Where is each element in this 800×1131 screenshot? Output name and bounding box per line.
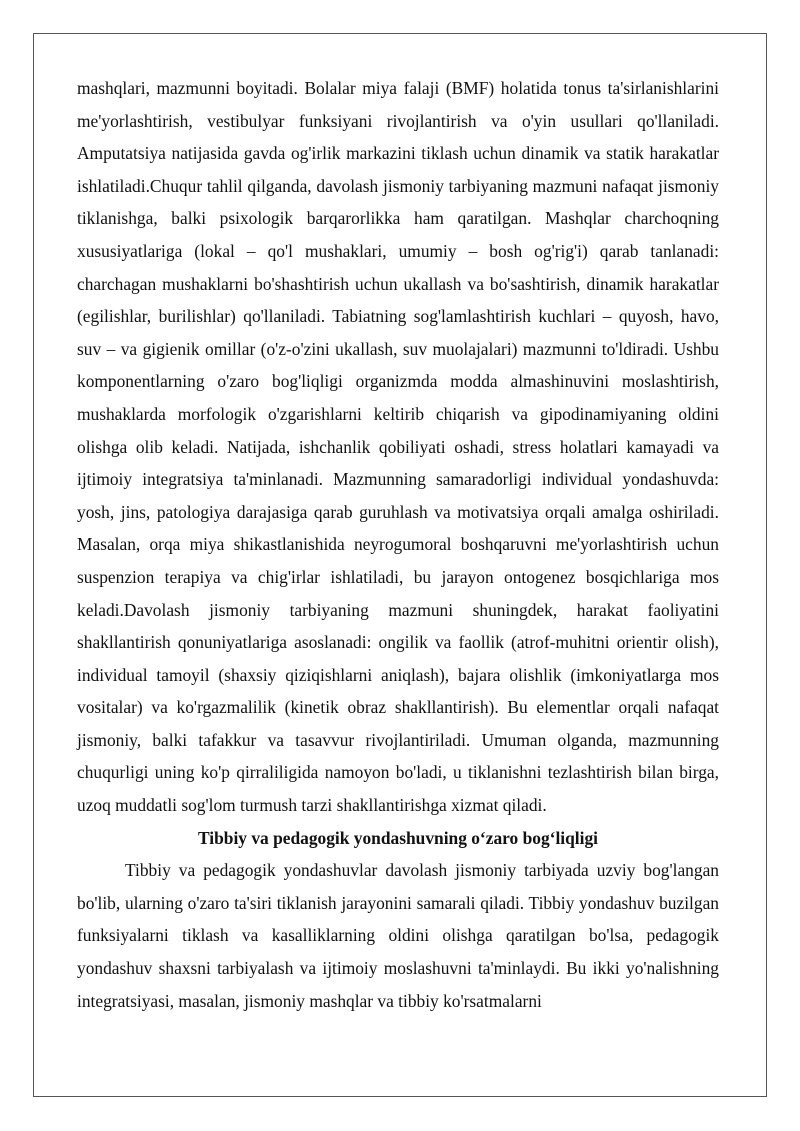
- body-paragraph-continued: mashqlari, mazmunni boyitadi. Bolalar miya falaji (BMF) holatida tonus ta'sirlanishlarini me'yorlashtirish, vestibulyar funksiyani rivojlantirish va o'yin usullari qo'llaniladi. Amputatsiya natijasida gavda og'irlik markazini tiklash uchun dinamik va statik harakatlar ishlatiladi.Chuqur tahlil qilganda, davolash jismoniy tarbiyaning mazmuni nafaqat jismoniy tiklanishga, balki psixologik barqarorlikka ham qaratilgan. Mashqlar charchoqning xususiyatlariga (lokal – qo'l mushaklari, umumiy – bosh og'rig'i) qarab tanlanadi: charchagan mushaklarni bo'shashtirish uchun ukallash va bo'sashtirish, dinamik harakatlar (egilishlar, burilishlar) qo'llaniladi. Tabiatning sog'lamlashtirish kuchlari – quyosh, havo, suv – va gigienik omillar (o'z-o'zini ukallash, suv muolajalari) mazmunni to'ldiradi. Ushbu komponentlarning o'zaro bog'liqligi organizmda modda almashinuvini moslashtirish, mushaklarda morfologik o'zgarishlarni keltirib chiqarish va gipodinamiyaning oldini olishga olib keladi. Natijada, ishchanlik qobiliyati oshadi, stress holatlari kamayadi va ijtimoiy integratsiya ta'minlanadi. Mazmunning samaradorligi individual yondashuvda: yosh, jins, patologiya darajasiga qarab guruhlash va motivatsiya orqali amalga oshiriladi. Masalan, orqa miya shikastlanishida neyrogumoral boshqaruvni me'yorlashtirish uchun suspenzion terapiya va chig'irlar ishlatiladi, bu jarayon ontogenez bosqichlariga mos keladi.Davolash jismoniy tarbiyaning mazmuni shuningdek, harakat faoliyatini shakllantirish qonuniyatlariga asoslanadi: ongilik va faollik (atrof-muhitni orientir olish), individual tamoyil (shaxsiy qiziqishlarni aniqlash), bajara olishlik (imkoniyatlarga mos vositalar) va ko'rgazmalilik (kinetik obraz shakllantirish). Bu elementlar orqali nafaqat jismoniy, balki tafakkur va tasavvur rivojlantiriladi. Umuman olganda, mazmunning chuqurligi uning ko'p qirraliligida namoyon bo'ladi, u tiklanishni tezlashtirish bilan birga, uzoq muddatli sog'lom turmush tarzi shakllantirishga xizmat qiladi.: [77, 78, 719, 816]
- body-paragraph-section: Tibbiy va pedagogik yondashuvlar davolash jismoniy tarbiyada uzviy bog'langan bo'lib, ularning o'zaro ta'siri tiklanish jarayonini samarali qiladi. Tibbiy yondashuv buzilgan funksiyalarni tiklash va kasalliklarning oldini olishga qaratilgan bo'lsa, pedagogik yondashuv shaxsni tarbiyalash va ijtimoiy moslashuvni ta'minlaydi. Bu ikki yo'nalishning integratsiyasi, masalan, jismoniy mashqlar va tibbiy ko'rsatmalarni: [77, 860, 719, 1011]
- section-heading: Tibbiy va pedagogik yondashuvning o‘zaro bog‘liqligi: [198, 827, 598, 848]
- document-body: [77, 72, 719, 1017]
